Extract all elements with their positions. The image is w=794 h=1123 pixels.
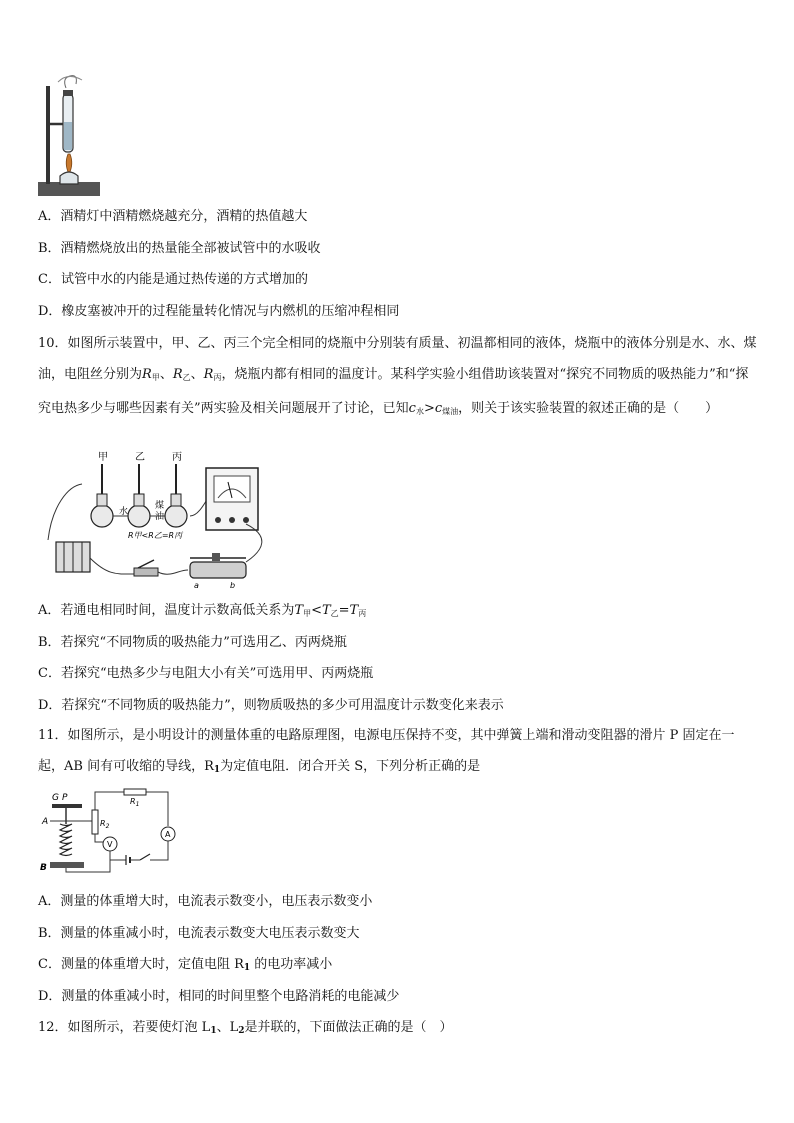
q9-option-d: D．橡皮塞被冲开的过程能量转化情况与内燃机的压缩冲程相同 bbox=[38, 304, 400, 319]
q9-option-b: B．酒精燃烧放出的热量能全部被试管中的水吸收 bbox=[38, 241, 321, 256]
q10-fig-label-relation: R甲<R乙=R丙 bbox=[128, 531, 183, 540]
q10-fig-label-water: 水 bbox=[119, 507, 129, 517]
q11-option-c: C．测量的体重增大时，定值电阻 R1 的电功率减小 bbox=[38, 957, 333, 973]
q10-option-b: B．若探究“不同物质的吸热能力”可选用乙、丙两烧瓶 bbox=[38, 635, 347, 650]
q11-fig-label-v: V bbox=[107, 840, 113, 849]
q11-option-b: B．测量的体重减小时，电流表示数变大电压表示数变大 bbox=[38, 926, 360, 941]
q11-option-a: A．测量的体重增大时，电流表示数变小，电压表示数变小 bbox=[38, 894, 373, 909]
q9-option-c: C．试管中水的内能是通过热传递的方式增加的 bbox=[38, 272, 308, 287]
q10-fig-label-bing: 丙 bbox=[172, 452, 182, 463]
q10-fig-label-kerosene-2: 油 bbox=[155, 512, 165, 522]
q9-option-a: A．酒精灯中酒精燃烧越充分，酒精的热值越大 bbox=[38, 209, 308, 224]
q11-stem: 11．如图所示，是小明设计的测量体重的电路原理图，电源电压保持不变，其中弹簧上端和滑动变阻器的滑片 P 固定在一起，AB 间有可收缩的导线，R1为定值电阻．闭合开关 S，下列分析正确的是 bbox=[38, 728, 735, 775]
q11-fig-label-r2: $R_2$ bbox=[100, 819, 110, 830]
q10-fig-label-a: a bbox=[194, 581, 199, 590]
q10-fig-label-jia: 甲 bbox=[98, 452, 108, 463]
q11-option-d: D．测量的体重减小时，相同的时间里整个电路消耗的电能减少 bbox=[38, 989, 400, 1004]
q11-fig-label-p: P bbox=[62, 793, 68, 803]
q10-rheostat bbox=[190, 553, 246, 578]
flask-bing bbox=[165, 464, 187, 527]
q10-option-a: A．若通电相同时间，温度计示数高低关系为$T_甲<T_乙=T_丙$ bbox=[38, 603, 367, 618]
q10-battery bbox=[56, 542, 90, 572]
q11-fig-label-g: G bbox=[52, 793, 59, 803]
q10-fig-label-b: b bbox=[230, 581, 236, 590]
flask-jia bbox=[91, 464, 113, 527]
q9-figure-test-tube-apparatus bbox=[36, 72, 106, 200]
q11-figure-weighing-circuit bbox=[38, 788, 188, 874]
q11-fig-label-a: A bbox=[42, 817, 49, 827]
q10-ammeter bbox=[206, 468, 258, 530]
q11-fig-label-ammeter: A bbox=[165, 830, 171, 839]
q10-fig-label-kerosene-1: 煤 bbox=[155, 501, 165, 511]
q10-fig-label-yi: 乙 bbox=[135, 452, 145, 463]
q10-option-d: D．若探究“不同物质的吸热能力”，则物质吸热的多少可用温度计示数变化来表示 bbox=[38, 698, 504, 713]
q10-option-c: C．若探究“电热多少与电阻大小有关”可选用甲、丙两烧瓶 bbox=[38, 666, 374, 681]
q10-switch bbox=[134, 560, 158, 576]
q11-fig-label-r1: $R_1$ bbox=[130, 797, 140, 808]
q10-figure-flask-circuit bbox=[38, 450, 274, 592]
q11-fig-label-b: B bbox=[40, 863, 47, 873]
flask-yi bbox=[128, 464, 150, 527]
q12-stem: 12．如图所示，若要使灯泡 L1、L2是并联的，下面做法正确的是（ ） bbox=[38, 1020, 453, 1036]
q10-stem: 10．如图所示装置中，甲、乙、丙三个完全相同的烧瓶中分别装有质量、初温都相同的液体，烧瓶中的液体分别是水、水、煤油，电阻丝分别为$R_甲$、$R_乙$、$R_丙$，烧瓶内都有相同的温度计。某科学实验小组借助该装置对“探究不同物质的吸热能力”和“探究电热多少与哪些因素有关”两实验及相关问题展开了讨论，已知$c_水>c_{煤油}$，则关于该实验装置的叙述正确的是（ ） bbox=[38, 336, 757, 416]
